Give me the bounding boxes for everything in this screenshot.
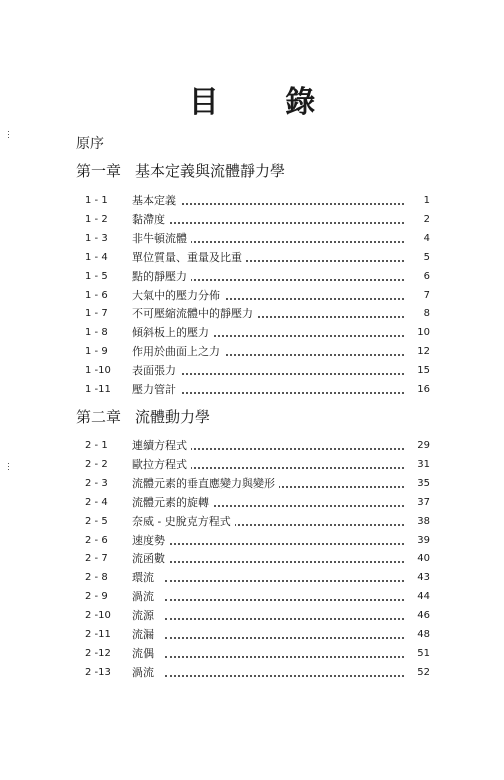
toc-entry[interactable] <box>85 588 430 605</box>
page-number: 37 <box>417 496 430 508</box>
section-title: 環流 <box>132 569 158 586</box>
dot-leader <box>165 203 404 205</box>
section-title: 大氣中的壓力分佈 <box>132 287 224 304</box>
section-title: 連續方程式 <box>132 437 191 454</box>
section-title: 渦流 <box>132 588 158 605</box>
section-title: 傾斜板上的壓力 <box>132 324 213 341</box>
section-title: 不可壓縮流體中的靜壓力 <box>132 305 257 322</box>
page-number: 29 <box>417 440 430 451</box>
chapter-label: 第一章 <box>76 162 122 180</box>
toc-entry[interactable] <box>85 626 430 643</box>
page-number: 35 <box>417 477 430 489</box>
page-number: 40 <box>417 553 430 565</box>
toc-entry[interactable] <box>85 550 430 567</box>
toc-entry[interactable] <box>85 211 430 228</box>
dot-leader <box>165 580 404 582</box>
page-number: 7 <box>423 289 430 301</box>
section-number: 2 - 1 <box>85 440 108 451</box>
dot-leader <box>165 599 404 601</box>
section-number: 1 - 8 <box>85 327 108 339</box>
section-number: 2 - 4 <box>85 496 108 508</box>
dot-leader <box>165 467 404 469</box>
toc-entry[interactable] <box>85 287 430 304</box>
dot-leader <box>165 448 404 450</box>
page-number: 2 <box>423 213 430 225</box>
section-number: 2 -12 <box>85 647 111 659</box>
preface-link[interactable]: 原序 <box>76 136 104 152</box>
page-number: 31 <box>417 458 430 470</box>
section-number: 2 - 5 <box>85 515 108 527</box>
toc-entry[interactable] <box>85 513 430 530</box>
scan-artifact-mark: ︙ <box>2 130 12 139</box>
chapter-heading[interactable] <box>76 407 210 427</box>
page-number: 38 <box>417 515 430 527</box>
page-number: 44 <box>417 591 430 603</box>
dot-leader <box>165 675 404 677</box>
section-number: 2 - 7 <box>85 553 108 565</box>
toc-entry[interactable] <box>85 324 430 341</box>
page-number: 6 <box>423 270 430 282</box>
page-number: 48 <box>417 629 430 640</box>
section-title: 黏滯度 <box>132 211 169 228</box>
page-number: 16 <box>417 384 430 395</box>
toc-entry[interactable] <box>85 494 430 511</box>
page-number: 52 <box>417 666 430 678</box>
section-title: 點的靜壓力 <box>132 268 191 285</box>
page-number: 46 <box>417 610 430 622</box>
section-number: 2 -13 <box>85 666 111 678</box>
chapter-heading[interactable] <box>76 161 285 181</box>
page-number: 43 <box>417 572 430 584</box>
section-title: 非牛頓流體 <box>132 230 191 247</box>
toc-entry[interactable] <box>85 437 430 454</box>
toc-entry[interactable] <box>85 249 430 266</box>
page-number: 39 <box>417 534 430 546</box>
section-number: 2 -10 <box>85 610 111 622</box>
section-title: 流體元素的垂直應變力與變形 <box>132 475 279 492</box>
section-number: 2 - 9 <box>85 591 108 603</box>
section-number: 1 - 3 <box>85 232 108 244</box>
toc-entry[interactable] <box>85 664 430 681</box>
section-number: 1 - 7 <box>85 308 108 320</box>
toc-entry[interactable] <box>85 343 430 360</box>
section-title: 流源 <box>132 607 158 624</box>
section-number: 1 - 6 <box>85 289 108 301</box>
toc-entry[interactable] <box>85 268 430 285</box>
dot-leader <box>165 561 404 563</box>
toc-entry[interactable] <box>85 645 430 662</box>
toc-entry[interactable] <box>85 607 430 624</box>
toc-entry[interactable] <box>85 192 430 209</box>
section-number: 1 - 4 <box>85 251 108 263</box>
page-title: 目 錄 <box>188 85 344 120</box>
toc-entry[interactable] <box>85 532 430 549</box>
page-number: 4 <box>423 232 430 244</box>
toc-entry[interactable] <box>85 381 430 398</box>
section-title: 流漏 <box>132 626 158 643</box>
page-number: 1 <box>423 195 430 206</box>
section-title: 流體元素的旋轉 <box>132 494 213 511</box>
section-number: 2 - 3 <box>85 477 108 489</box>
dot-leader <box>165 279 404 281</box>
dot-leader <box>165 656 404 658</box>
toc-entry[interactable] <box>85 569 430 586</box>
section-title: 渦流 <box>132 664 158 681</box>
chapter-label: 第二章 <box>76 408 122 426</box>
section-title: 流函數 <box>132 550 169 567</box>
section-title: 作用於曲面上之力 <box>132 343 224 360</box>
dot-leader <box>165 392 404 394</box>
dot-leader <box>165 637 404 639</box>
dot-leader <box>165 241 404 243</box>
page-number: 5 <box>423 251 430 263</box>
toc-entry[interactable] <box>85 475 430 492</box>
page-number: 10 <box>417 327 430 339</box>
section-number: 1 - 9 <box>85 346 108 358</box>
section-title: 奈威 - 史脫克方程式 <box>132 513 235 530</box>
section-number: 2 -11 <box>85 629 111 640</box>
section-title: 壓力管計 <box>132 381 180 398</box>
dot-leader <box>165 222 404 224</box>
section-number: 2 - 2 <box>85 458 108 470</box>
section-title: 流偶 <box>132 645 158 662</box>
toc-entry[interactable] <box>85 456 430 473</box>
section-title: 單位質量、重量及比重 <box>132 249 246 266</box>
page-number: 8 <box>423 308 430 320</box>
scan-artifact-mark: ︙ <box>2 462 12 471</box>
section-title: 速度勢 <box>132 532 169 549</box>
section-number: 1 - 5 <box>85 270 108 282</box>
section-number: 1 -10 <box>85 365 111 377</box>
toc-entry[interactable] <box>85 230 430 247</box>
page-number: 12 <box>417 346 430 358</box>
toc-entry[interactable] <box>85 305 430 322</box>
chapter-title: 基本定義與流體靜力學 <box>135 162 286 180</box>
page-number: 15 <box>417 365 430 377</box>
section-number: 2 - 8 <box>85 572 108 584</box>
dot-leader <box>165 543 404 545</box>
section-title: 歐拉方程式 <box>132 456 191 473</box>
section-number: 1 - 2 <box>85 213 108 225</box>
dot-leader <box>165 373 404 375</box>
page-number: 51 <box>417 647 430 659</box>
toc-entry[interactable] <box>85 362 430 379</box>
section-title: 基本定義 <box>132 192 180 209</box>
section-number: 2 - 6 <box>85 534 108 546</box>
section-title: 表面張力 <box>132 362 180 379</box>
chapter-title: 流體動力學 <box>135 408 211 426</box>
section-number: 1 - 1 <box>85 195 108 206</box>
dot-leader <box>165 618 404 620</box>
section-number: 1 -11 <box>85 384 111 395</box>
